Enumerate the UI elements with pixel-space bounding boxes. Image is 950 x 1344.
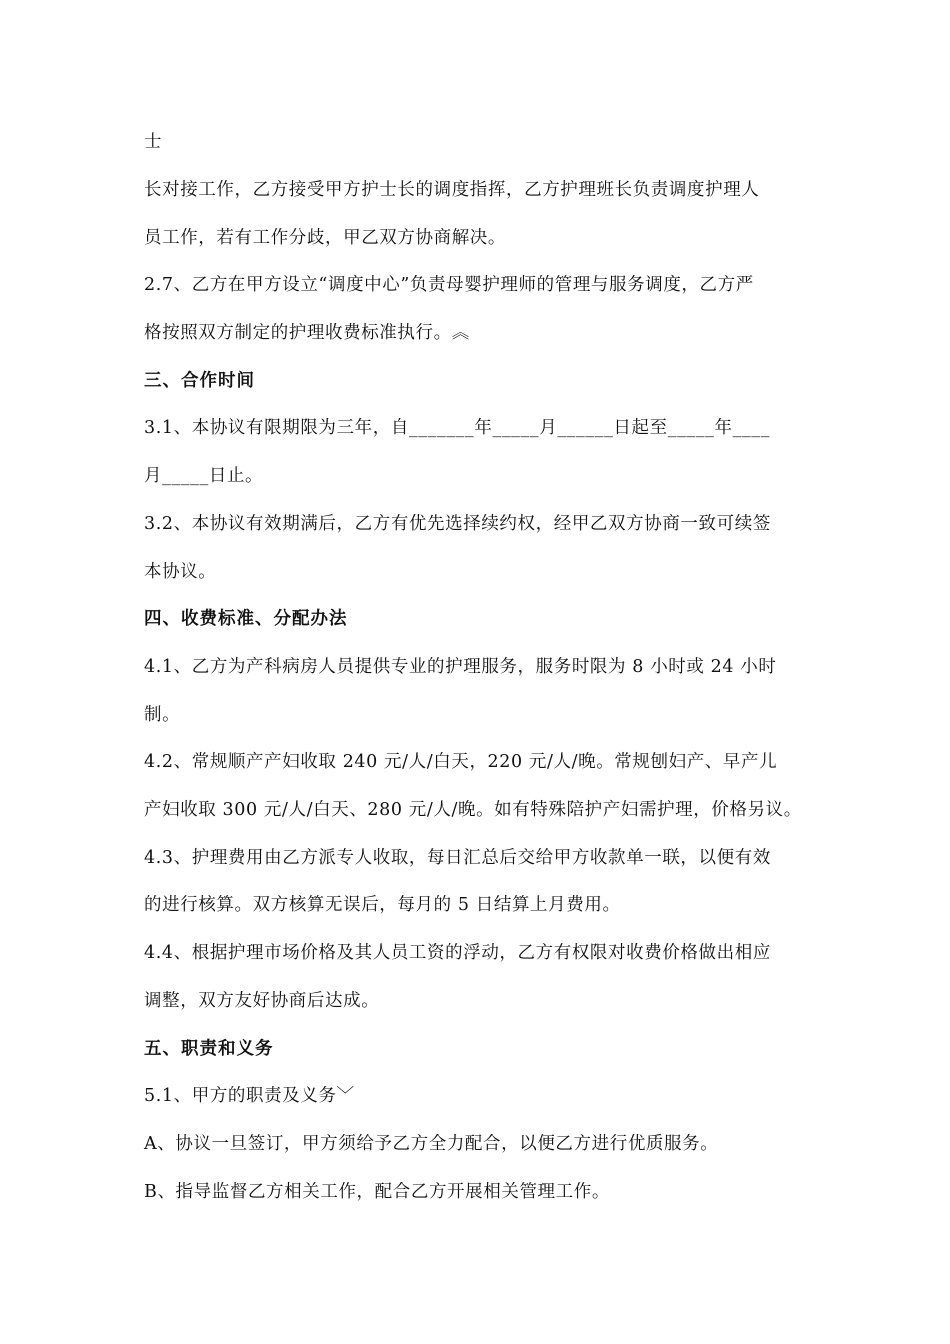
text-line: 格按照双方制定的护理收费标准执行。︽ — [144, 323, 470, 343]
text-line: 4.4、根据护理市场价格及其人员工资的浮动，乙方有权限对收费价格做出相应 — [144, 943, 771, 963]
text-line: 员工作，若有工作分歧，甲乙双方协商解决。 — [144, 228, 506, 248]
text-line: 3.2、本协议有效期满后，乙方有优先选择续约权，经甲乙双方协商一致可续签 — [144, 514, 771, 534]
section-heading: 五、职责和义务 — [144, 1039, 274, 1059]
text-line: 长对接工作，乙方接受甲方护士长的调度指挥，乙方护理班长负责调度护理人 — [144, 180, 760, 200]
text-line: 月_____日止。 — [144, 466, 264, 486]
text-line: A、协议一旦签订，甲方须给予乙方全力配合，以便乙方进行优质服务。 — [144, 1134, 719, 1154]
text-line: 5.1、甲方的职责及义务﹀ — [144, 1086, 355, 1106]
text-line: 士 — [144, 132, 163, 152]
text-line: 产妇收取 300 元/人/白天、280 元/人/晚。如有特殊陪护产妇需护理，价格另议。 — [144, 800, 802, 820]
text-line: 本协议。 — [144, 562, 217, 582]
text-line: 制。 — [144, 705, 181, 725]
text-line: 4.3、护理费用由乙方派专人收取，每日汇总后交给甲方收款单一联，以便有效 — [144, 848, 771, 868]
section-heading: 四、收费标准、分配办法 — [144, 609, 348, 629]
section-heading: 三、合作时间 — [144, 371, 255, 391]
text-line: 的进行核算。双方核算无误后，每月的 5 日结算上月费用。 — [144, 895, 621, 915]
text-line: B、指导监督乙方相关工作，配合乙方开展相关管理工作。 — [144, 1182, 610, 1202]
text-line: 4.2、常规顺产产妇收取 240 元/人/白天，220 元/人/晚。常规刨妇产、早产儿 — [144, 752, 778, 772]
text-line: 3.1、本协议有限期限为三年，自_______年_____月______日起至_____年____ — [144, 418, 770, 438]
text-line: 2.7、乙方在甲方设立“调度中心”负责母婴护理师的管理与服务调度，乙方严 — [144, 275, 754, 295]
text-line: 4.1、乙方为产科病房人员提供专业的护理服务，服务时限为 8 小时或 24 小时 — [144, 657, 777, 677]
text-line: 调整，双方友好协商后达成。 — [144, 991, 380, 1011]
